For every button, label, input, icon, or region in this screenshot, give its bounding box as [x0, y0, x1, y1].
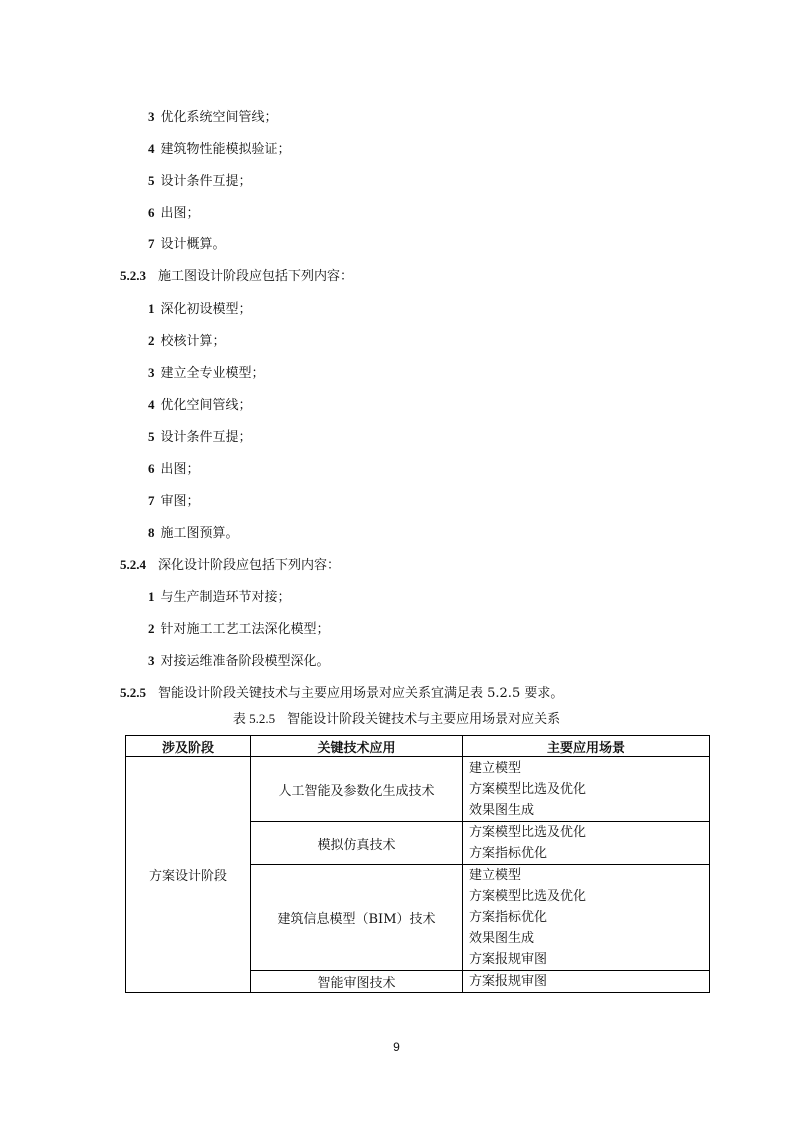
- scene-item: 效果图生成: [469, 931, 535, 946]
- scene-item: 建立模型: [469, 868, 522, 883]
- list-item: [148, 397, 252, 414]
- scene-item: 方案指标优化: [469, 910, 548, 925]
- tech-cell: 建筑信息模型（BIM）技术: [251, 865, 463, 971]
- table-caption-number: 表 5.2.5: [232, 711, 276, 726]
- scene-item: 方案指标优化: [469, 846, 548, 861]
- stage-cell: 方案设计阶段: [126, 757, 251, 993]
- item-text: 针对施工工艺工法深化模型；: [160, 622, 330, 637]
- header-tech: 关键技术应用: [251, 736, 463, 757]
- scene-item: 效果图生成: [469, 802, 535, 818]
- list-item: [148, 205, 200, 222]
- tech-cell: 模拟仿真技术: [251, 822, 463, 865]
- clause-5-2-3: [120, 268, 353, 285]
- list-item: [148, 525, 239, 542]
- page-number: 9: [393, 1040, 400, 1054]
- scene-item: 方案模型比选及优化: [469, 889, 587, 904]
- list-item: [148, 429, 252, 446]
- item-text: 设计概算。: [160, 237, 226, 252]
- clause-number: 5.2.4: [120, 557, 146, 572]
- clause-text: 智能设计阶段关键技术与主要应用场景对应关系宜满足表 5.2.5 要求。: [158, 686, 564, 701]
- item-number: 8: [148, 525, 155, 540]
- header-scenes: 主要应用场景: [463, 736, 710, 757]
- item-number: 3: [148, 653, 155, 668]
- list-item: [148, 141, 291, 158]
- item-text: 对接运维准备阶段模型深化。: [160, 654, 330, 669]
- item-number: 7: [148, 236, 155, 251]
- item-text: 施工图预算。: [160, 526, 239, 541]
- list-item: [148, 236, 226, 253]
- item-number: 1: [148, 589, 155, 604]
- header-stage: 涉及阶段: [126, 736, 251, 757]
- list-item: [148, 333, 226, 350]
- list-item: [148, 365, 265, 382]
- item-text: 设计条件互提；: [160, 174, 252, 189]
- scene-item: 方案模型比选及优化: [469, 825, 587, 840]
- item-text: 优化系统空间管线；: [160, 110, 278, 125]
- table-header-row: [126, 736, 710, 757]
- item-number: 3: [148, 109, 155, 124]
- item-number: 2: [148, 333, 155, 348]
- item-number: 3: [148, 365, 155, 380]
- scene-item: 建立模型: [469, 760, 522, 776]
- item-number: 4: [148, 141, 155, 156]
- item-text: 建立全专业模型；: [160, 366, 265, 381]
- item-number: 4: [148, 397, 155, 412]
- table-caption: [0, 711, 793, 728]
- list-item: [148, 461, 200, 478]
- table-caption-title: 智能设计阶段关键技术与主要应用场景对应关系: [287, 712, 561, 727]
- clause-number: 5.2.5: [120, 685, 146, 700]
- item-number: 6: [148, 205, 155, 220]
- item-number: 1: [148, 301, 155, 316]
- list-item: [148, 493, 200, 510]
- item-text: 审图；: [160, 494, 200, 509]
- tech-cell: 人工智能及参数化生成技术: [251, 757, 463, 822]
- item-text: 建筑物性能模拟验证；: [160, 142, 291, 157]
- scene-item: 方案报规审图: [469, 974, 548, 989]
- clause-5-2-4: [120, 557, 340, 574]
- item-number: 5: [148, 429, 155, 444]
- list-item: [148, 301, 252, 318]
- item-text: 与生产制造环节对接；: [160, 590, 291, 605]
- list-item: [148, 653, 330, 670]
- item-number: 7: [148, 493, 155, 508]
- clause-text: 深化设计阶段应包括下列内容：: [158, 558, 341, 573]
- item-text: 深化初设模型；: [160, 302, 252, 317]
- tech-cell: 智能审图技术: [251, 971, 463, 993]
- clause-5-2-5: [120, 685, 563, 702]
- table-row: [126, 757, 710, 822]
- scenes-cell: [463, 757, 710, 822]
- item-text: 校核计算；: [160, 334, 226, 349]
- list-item: [148, 621, 330, 638]
- clause-text: 施工图设计阶段应包括下列内容：: [158, 269, 354, 284]
- scenes-cell: [463, 971, 710, 993]
- item-text: 出图；: [160, 206, 200, 221]
- item-text: 出图；: [160, 462, 200, 477]
- scene-item: 方案报规审图: [469, 952, 548, 967]
- scenes-cell: [463, 822, 710, 865]
- item-number: 6: [148, 461, 155, 476]
- item-number: 5: [148, 173, 155, 188]
- list-item: [148, 109, 278, 126]
- clause-number: 5.2.3: [120, 268, 146, 283]
- item-text: 设计条件互提；: [160, 430, 252, 445]
- tech-scene-table: [125, 735, 710, 993]
- list-item: [148, 589, 291, 606]
- item-number: 2: [148, 621, 155, 636]
- item-text: 优化空间管线；: [160, 398, 252, 413]
- list-item: [148, 173, 252, 190]
- scenes-cell: [463, 865, 710, 971]
- scene-item: 方案模型比选及优化: [469, 781, 587, 797]
